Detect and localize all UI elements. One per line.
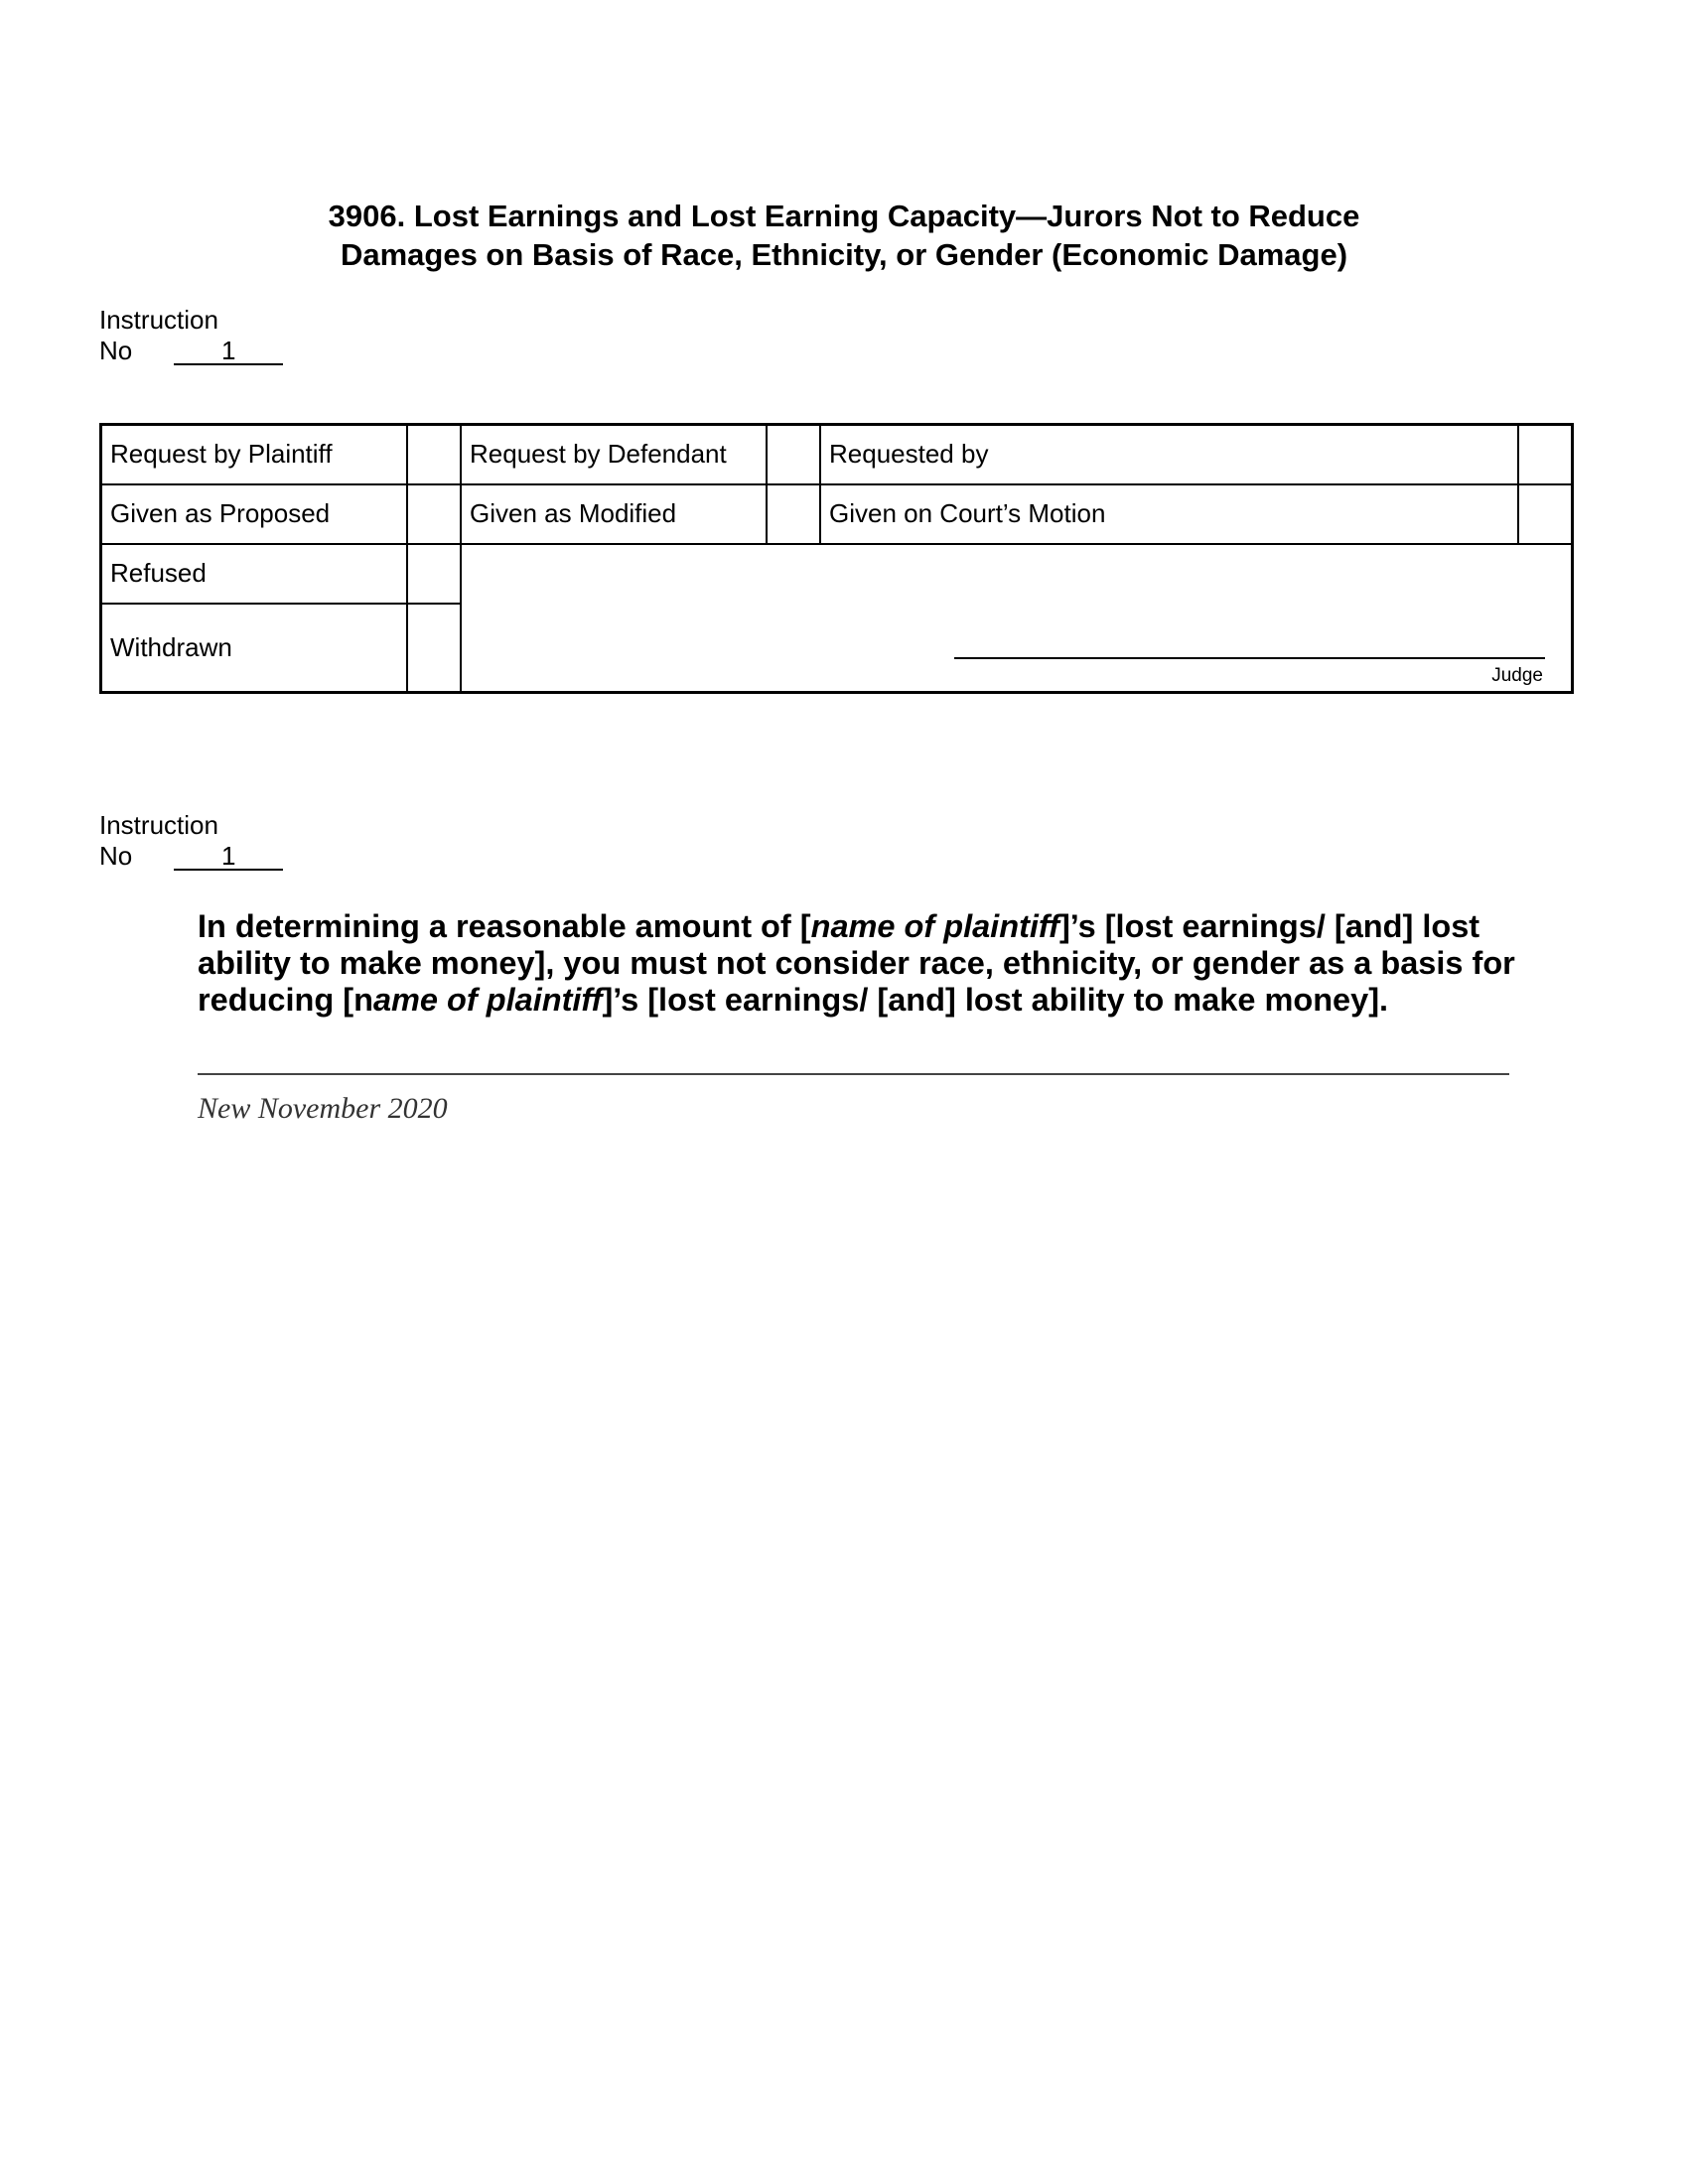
instruction-number-field[interactable]: 1: [174, 338, 283, 365]
judge-label: Judge: [1491, 665, 1543, 686]
title-line-2: Damages on Basis of Race, Ethnicity, or Gender (Economic Damage): [340, 237, 1348, 272]
placeholder-text: name of plaintiff: [810, 908, 1059, 944]
given-as-modified-checkbox[interactable]: [767, 484, 820, 544]
withdrawn-checkbox[interactable]: [407, 604, 461, 693]
text: ]’s [lost earnings/ [and] lost ability to make money], you must not consider race, ethnicity, or gender as a basis for reducing [n: [198, 908, 1515, 1018]
requested-by-label: Requested by: [820, 425, 1518, 484]
text: ]’s [lost earnings/ [and] lost ability to make money].: [602, 982, 1389, 1018]
given-as-proposed-checkbox[interactable]: [407, 484, 461, 544]
instruction-title: [0, 197, 1688, 274]
instruction-label: Instruction: [99, 810, 218, 840]
instruction-number-block-2: [99, 810, 283, 872]
request-by-plaintiff-label: Request by Plaintiff: [101, 425, 408, 484]
withdrawn-label: Withdrawn: [101, 604, 408, 693]
refused-checkbox[interactable]: [407, 544, 461, 604]
request-by-defendant-label: Request by Defendant: [461, 425, 767, 484]
given-on-courts-motion-checkbox[interactable]: [1518, 484, 1573, 544]
text: In determining a reasonable amount of [: [198, 908, 811, 944]
divider: [198, 1073, 1509, 1075]
judge-signature-line[interactable]: [954, 657, 1545, 659]
request-by-defendant-checkbox[interactable]: [767, 425, 820, 484]
judge-signature-area: [461, 544, 1573, 693]
requested-by-checkbox[interactable]: [1518, 425, 1573, 484]
placeholder-text: ame of plaintiff: [372, 982, 603, 1018]
given-as-modified-label: Given as Modified: [461, 484, 767, 544]
history-note: New November 2020: [198, 1092, 448, 1125]
instruction-label: Instruction: [99, 305, 218, 335]
refused-label: Refused: [101, 544, 408, 604]
instruction-text: [198, 908, 1518, 1019]
instruction-number-block: [99, 305, 283, 366]
title-line-1: 3906. Lost Earnings and Lost Earning Capacity—Jurors Not to Reduce: [328, 199, 1360, 233]
request-by-plaintiff-checkbox[interactable]: [407, 425, 461, 484]
given-on-courts-motion-label: Given on Court’s Motion: [820, 484, 1518, 544]
given-as-proposed-label: Given as Proposed: [101, 484, 408, 544]
disposition-table: [99, 423, 1574, 694]
no-label: No: [99, 841, 133, 871]
instruction-number-field[interactable]: 1: [174, 843, 283, 871]
no-label: No: [99, 336, 133, 365]
